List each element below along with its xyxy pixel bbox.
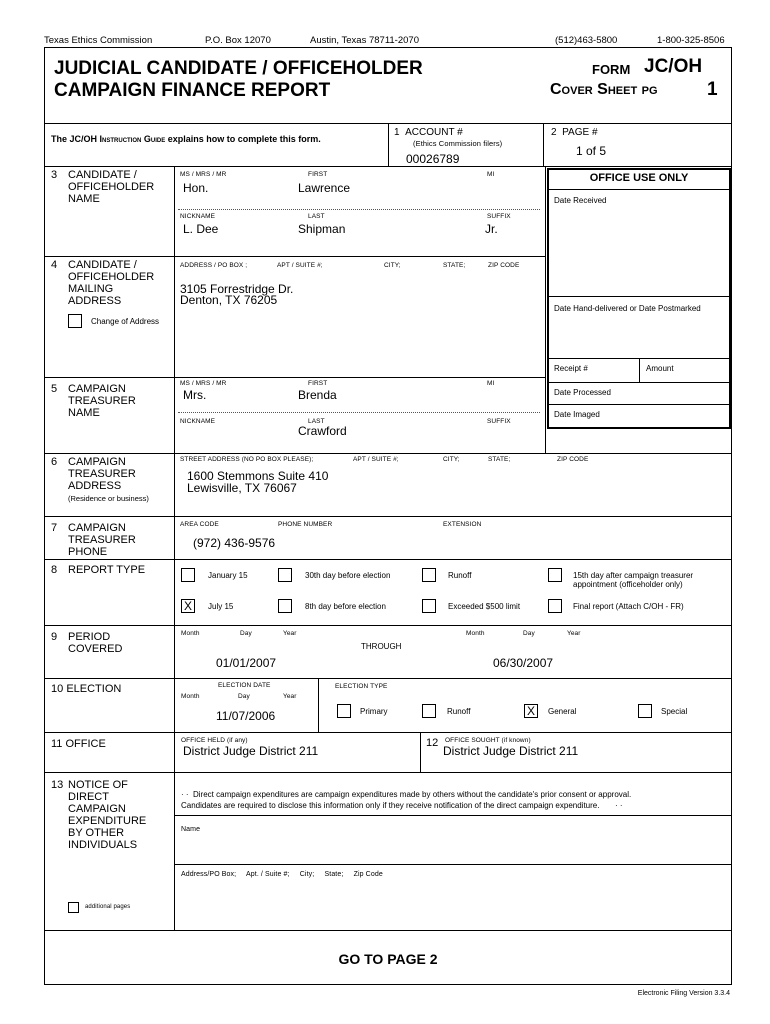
treasurer-address-line2[interactable]: Lewisville, TX 76067 — [187, 481, 297, 495]
s5-nick-label: NICKNAME — [180, 418, 216, 425]
s9-number: 9 — [51, 631, 58, 643]
report-8day-label: 8th day before election — [305, 602, 386, 611]
treasurer-phone-field[interactable]: (972) 436-9576 — [193, 536, 276, 550]
candidate-title-field[interactable]: Hon. — [183, 181, 209, 195]
hand-delivered-label: Date Hand-delivered or Date Postmarked — [554, 304, 701, 313]
s12-number: 12 — [426, 737, 439, 749]
report-30day-label: 30th day before election — [305, 571, 391, 580]
s10-year-label: Year — [283, 693, 297, 700]
s3-last-label: LAST — [308, 213, 325, 220]
s6-label: CAMPAIGN TREASURER ADDRESS — [68, 456, 136, 492]
s7-area-label: AREA CODE — [180, 521, 219, 528]
account-label: 1 ACCOUNT # — [394, 127, 463, 138]
s13-number: 13 — [51, 779, 64, 791]
s7-number: 7 — [51, 522, 58, 534]
s11-number: 11 OFFICE — [51, 738, 106, 750]
s4-zip-label: ZIP CODE — [488, 262, 520, 269]
agency-phone: (512)463-5800 — [555, 35, 618, 46]
s10-month-label: Month — [181, 693, 200, 700]
candidate-address-line2[interactable]: Denton, TX 76205 — [180, 293, 278, 307]
report-500-checkbox[interactable] — [422, 599, 436, 613]
s4-number: 4 — [51, 259, 58, 271]
account-number-field[interactable]: 00026789 — [406, 152, 460, 166]
election-special-label: Special — [661, 707, 688, 716]
s7-label: CAMPAIGN TREASURER PHONE — [68, 522, 136, 558]
election-general-label: General — [548, 707, 577, 716]
election-runoff-label: Runoff — [447, 707, 471, 716]
agency-pobox: P.O. Box 12070 — [205, 35, 271, 46]
treasurer-last-field[interactable]: Crawford — [298, 424, 347, 438]
period-from-field[interactable]: 01/01/2007 — [216, 656, 277, 670]
s6-city-label: CITY; — [443, 456, 460, 463]
s9-from-month-label: Month — [181, 630, 200, 637]
report-runoff-label: Runoff — [448, 571, 472, 580]
s9-to-day-label: Day — [523, 630, 535, 637]
s6-sub: (Residence or business) — [68, 494, 149, 503]
s13-notice-text: · · Direct campaign expenditures are campaign expenditures made by others without the candidate's prior consent or approval. Candidates are required to disclose this information only if they receive notification of the direct campaign expenditure. · · — [181, 790, 632, 810]
s5-suffix-label: SUFFIX — [487, 418, 511, 425]
s9-to-month-label: Month — [466, 630, 485, 637]
s10-date-label: ELECTION DATE — [218, 682, 271, 689]
s7-ext-label: EXTENSION — [443, 521, 482, 528]
account-sub: (Ethics Commission filers) — [413, 139, 503, 148]
report-jan15-checkbox[interactable] — [181, 568, 195, 582]
s4-addr-label: ADDRESS / PO BOX ; — [180, 262, 248, 269]
s3-label: CANDIDATE / OFFICEHOLDER NAME — [68, 169, 155, 205]
form-title-line2: CAMPAIGN FINANCE REPORT — [54, 80, 331, 101]
s9-label: PERIOD COVERED — [68, 631, 123, 655]
s6-number: 6 — [51, 456, 58, 468]
date-received-label: Date Received — [554, 196, 607, 205]
change-of-address-label: Change of Address — [91, 317, 160, 326]
treasurer-title-field[interactable]: Mrs. — [183, 388, 207, 402]
candidate-suffix-field[interactable]: Jr. — [485, 222, 498, 236]
form-title-line1: JUDICIAL CANDIDATE / OFFICEHOLDER — [54, 58, 423, 79]
election-runoff-checkbox[interactable] — [422, 704, 436, 718]
report-jul15-label: July 15 — [208, 602, 234, 611]
s3-nick-label: NICKNAME — [180, 213, 216, 220]
cover-sheet-page: 1 — [707, 79, 718, 100]
candidate-address-line1[interactable]: 3105 Forrestridge Dr. — [180, 282, 294, 296]
s6-state-label: STATE; — [488, 456, 511, 463]
agency-name: Texas Ethics Commission — [44, 35, 153, 46]
s10-number: 10 ELECTION — [51, 683, 122, 695]
treasurer-address-line1[interactable]: 1600 Stemmons Suite 410 — [187, 469, 329, 483]
election-primary-checkbox[interactable] — [337, 704, 351, 718]
candidate-first-field[interactable]: Lawrence — [298, 181, 351, 195]
s4-city-label: CITY; — [384, 262, 401, 269]
report-runoff-checkbox[interactable] — [422, 568, 436, 582]
election-general-checkbox[interactable]: X — [524, 704, 538, 718]
additional-pages-checkbox[interactable] — [68, 902, 79, 913]
date-imaged-label: Date Imaged — [554, 410, 600, 419]
report-jul15-checkbox[interactable]: X — [181, 599, 195, 613]
s9-from-year-label: Year — [283, 630, 297, 637]
s4-state-label: STATE; — [443, 262, 466, 269]
s5-first-label: FIRST — [308, 380, 328, 387]
s5-label: CAMPAIGN TREASURER NAME — [68, 383, 136, 419]
additional-pages-label: additional pages — [85, 904, 131, 910]
s10-day-label: Day — [238, 693, 250, 700]
election-primary-label: Primary — [360, 707, 388, 716]
report-30day-checkbox[interactable] — [278, 568, 292, 582]
election-date-field[interactable]: 11/07/2006 — [216, 709, 276, 723]
s9-to-year-label: Year — [567, 630, 581, 637]
s5-last-label: LAST — [308, 418, 325, 425]
amount-label: Amount — [646, 364, 674, 373]
period-to-field[interactable]: 06/30/2007 — [493, 656, 554, 670]
s5-number: 5 — [51, 383, 58, 395]
s13-label: NOTICE OF DIRECT CAMPAIGN EXPENDITURE BY OTHER INDIVIDUALS — [68, 779, 147, 851]
election-special-checkbox[interactable] — [638, 704, 652, 718]
s12-sought-label: OFFICE SOUGHT (if known) — [445, 737, 531, 744]
treasurer-first-field[interactable]: Brenda — [298, 388, 337, 402]
s5-ms-label: MS / MRS / MR — [180, 380, 227, 387]
report-15day-checkbox[interactable] — [548, 568, 562, 582]
report-8day-checkbox[interactable] — [278, 599, 292, 613]
office-use-title: OFFICE USE ONLY — [589, 172, 689, 184]
instruction-text: The JC/OH Instruction Guide explains how to complete this form. — [51, 134, 321, 144]
form-code: JC/OH — [644, 56, 703, 77]
report-500-label: Exceeded $500 limit — [448, 602, 521, 611]
s6-apt-label: APT / SUITE #; — [353, 456, 399, 463]
s3-number: 3 — [51, 169, 58, 181]
s9-from-day-label: Day — [240, 630, 252, 637]
report-jan15-label: January 15 — [208, 571, 248, 580]
s13-name-label: Name — [181, 826, 201, 833]
report-final-label: Final report (Attach C/OH - FR) — [573, 602, 684, 611]
s10-type-label: ELECTION TYPE — [335, 683, 388, 690]
cover-sheet-label: Cover Sheet pg — [550, 81, 658, 98]
through-label: THROUGH — [361, 642, 402, 651]
s13-addr-label: Address/PO Box; Apt. / Suite #; City; State; Zip Code — [181, 871, 383, 878]
s3-mi-label: MI — [487, 171, 495, 178]
go-to-page-2: GO TO PAGE 2 — [338, 951, 438, 967]
page-number-field[interactable]: 1 of 5 — [576, 144, 607, 158]
s3-first-label: FIRST — [308, 171, 328, 178]
agency-tollfree: 1-800-325-8506 — [657, 35, 725, 46]
s8-number: 8 — [51, 564, 58, 576]
date-processed-label: Date Processed — [554, 388, 611, 397]
change-of-address-checkbox[interactable] — [68, 314, 82, 328]
candidate-last-field[interactable]: Shipman — [298, 222, 346, 236]
s3-suffix-label: SUFFIX — [487, 213, 511, 220]
candidate-nickname-field[interactable]: L. Dee — [183, 222, 219, 236]
s8-label: REPORT TYPE — [68, 564, 146, 576]
version-label: Electronic Filing Version 3.3.4 — [637, 990, 730, 997]
s4-label: CANDIDATE / OFFICEHOLDER MAILING ADDRESS — [68, 259, 155, 307]
page-label: 2 PAGE # — [551, 127, 598, 138]
office-sought-field[interactable]: District Judge District 211 — [443, 744, 579, 758]
office-held-field[interactable]: District Judge District 211 — [183, 744, 319, 758]
s7-phone-label: PHONE NUMBER — [278, 521, 333, 528]
receipt-label: Receipt # — [554, 364, 588, 373]
s6-zip-label: ZIP CODE — [557, 456, 589, 463]
s11-held-label: OFFICE HELD (if any) — [181, 737, 248, 744]
report-final-checkbox[interactable] — [548, 599, 562, 613]
report-15day-label: 15th day after campaign treasurer appointment (officeholder only) — [573, 571, 694, 589]
s6-street-label: STREET ADDRESS (NO PO BOX PLEASE); — [180, 456, 314, 463]
agency-city: Austin, Texas 78711-2070 — [310, 35, 419, 46]
form-word: FORM — [592, 62, 631, 77]
s5-mi-label: MI — [487, 380, 495, 387]
s4-apt-label: APT / SUITE #; — [277, 262, 323, 269]
s3-ms-label: MS / MRS / MR — [180, 171, 227, 178]
